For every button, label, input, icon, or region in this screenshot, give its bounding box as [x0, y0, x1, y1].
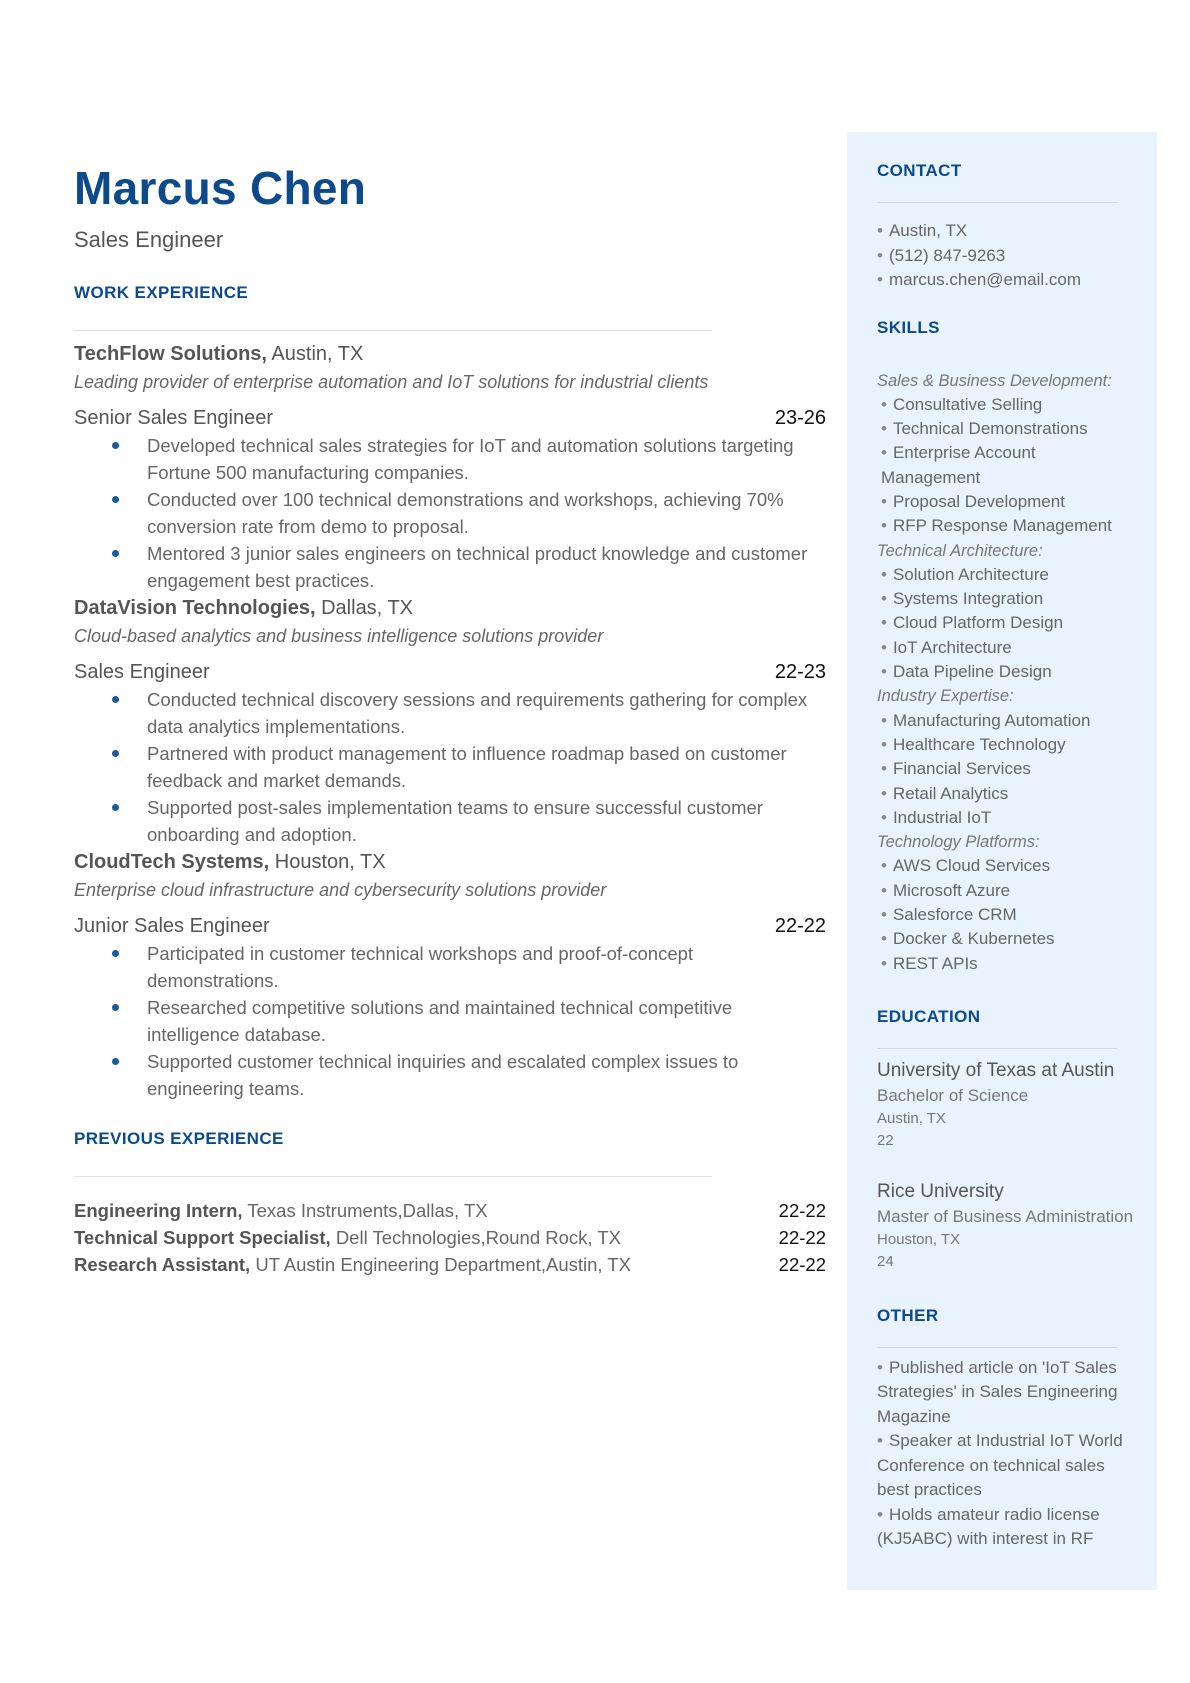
contact-location [877, 219, 1135, 244]
contact-heading: CONTACT [877, 161, 962, 180]
company-description: Enterprise cloud infrastructure and cybersecurity solutions provider [74, 880, 607, 900]
main-column [74, 160, 826, 1278]
contact-phone-text: (512) 847-9263 [888, 245, 1006, 265]
achievement-item [74, 794, 826, 848]
previous-org: Dell Technologies,Round Rock, TX [335, 1227, 622, 1248]
bullet-icon: • [877, 1504, 883, 1524]
bullet-icon: • [881, 759, 887, 779]
previous-dates: 22-22 [778, 1254, 826, 1275]
education-location: Austin, TX [877, 1109, 946, 1127]
contact-email [877, 268, 1135, 293]
achievement-item [74, 940, 826, 994]
contact-divider [877, 202, 1117, 203]
skill-item [877, 806, 1135, 830]
job-list [74, 340, 826, 1102]
bullet-icon: • [881, 880, 887, 900]
achievement-text: Supported post-sales implementation teams to ensure successful customer onboarding and adoption. [147, 797, 763, 845]
bullet-icon: • [881, 443, 887, 463]
skill-item [877, 660, 1135, 684]
education-school: Rice University [877, 1180, 1004, 1202]
skill-text: Healthcare Technology [892, 734, 1066, 754]
skill-item [877, 441, 1135, 490]
skill-item [877, 611, 1135, 635]
bullet-icon [112, 1058, 119, 1065]
achievement-list [74, 432, 826, 594]
achievement-item [74, 994, 826, 1048]
skill-item [877, 782, 1135, 806]
other-item [877, 1503, 1135, 1552]
role-row [74, 912, 826, 940]
education-year: 24 [877, 1252, 894, 1270]
company-name: DataVision Technologies, [74, 597, 316, 619]
skill-category: Technology Platforms: [877, 833, 1040, 852]
skill-item [877, 709, 1135, 733]
skill-category: Technical Architecture: [877, 541, 1043, 560]
skill-text: AWS Cloud Services [892, 856, 1051, 876]
skill-item [877, 417, 1135, 441]
previous-experience-list [74, 1197, 826, 1278]
bullet-icon [112, 696, 119, 703]
achievement-text: Participated in customer technical workshops and proof-of-concept demonstrations. [147, 943, 694, 991]
previous-experience-item [74, 1251, 826, 1278]
achievement-item [74, 540, 826, 594]
company-name: TechFlow Solutions, [74, 343, 267, 365]
other-divider [877, 1347, 1117, 1348]
skill-item [877, 490, 1135, 514]
company-location: Dallas, TX [321, 597, 413, 619]
skills-heading: SKILLS [877, 317, 940, 337]
skill-category: Industry Expertise: [877, 687, 1014, 706]
skill-text: REST APIs [892, 953, 978, 973]
skill-text: Salesforce CRM [892, 905, 1017, 925]
previous-org: UT Austin Engineering Department,Austin, TX [255, 1254, 632, 1275]
role-row [74, 658, 826, 686]
achievement-item [74, 432, 826, 486]
bullet-icon: • [881, 637, 887, 657]
other-text: Holds amateur radio license (KJ5ABC) with interest in RF [877, 1504, 1100, 1549]
skill-text: Microsoft Azure [892, 880, 1011, 900]
role-title: Senior Sales Engineer [74, 407, 274, 429]
bullet-icon: • [877, 1357, 883, 1377]
bullet-icon [112, 442, 119, 449]
sidebar-content [877, 160, 1135, 1552]
achievement-text: Partnered with product management to influence roadmap based on customer feedback and market demands. [147, 743, 787, 791]
bullet-icon [112, 950, 119, 957]
achievement-item [74, 740, 826, 794]
bullet-icon: • [881, 613, 887, 633]
company-location: Houston, TX [274, 851, 386, 873]
achievement-list [74, 940, 826, 1102]
skills-list [877, 369, 1135, 976]
bullet-icon: • [881, 419, 887, 439]
achievement-text: Researched competitive solutions and maintained technical competitive intelligence database. [147, 997, 733, 1045]
bullet-icon: • [877, 221, 883, 240]
skill-text: Retail Analytics [892, 783, 1009, 803]
education-entry [877, 1057, 1135, 1152]
skill-item [877, 733, 1135, 757]
skill-text: Systems Integration [892, 589, 1044, 609]
bullet-icon: • [881, 710, 887, 730]
skill-item [877, 587, 1135, 611]
contact-email-text: marcus.chen@email.com [888, 270, 1081, 289]
other-list [877, 1356, 1135, 1552]
bullet-icon: • [877, 270, 883, 289]
skill-text: RFP Response Management [892, 516, 1112, 536]
previous-role: Technical Support Specialist, [74, 1227, 331, 1248]
job-entry [74, 848, 826, 1102]
role-row [74, 404, 826, 432]
bullet-icon: • [881, 734, 887, 754]
skill-item [877, 927, 1135, 951]
achievement-text: Conducted technical discovery sessions and requirements gathering for complex data analytics implementations. [147, 689, 808, 737]
skill-text: Docker & Kubernetes [892, 929, 1055, 949]
bullet-icon: • [881, 394, 887, 414]
achievement-list [74, 686, 826, 848]
skill-text: Industrial IoT [892, 807, 992, 827]
other-item [877, 1356, 1135, 1430]
skill-item [877, 903, 1135, 927]
skill-item [877, 393, 1135, 417]
bullet-icon [112, 1004, 119, 1011]
achievement-text: Developed technical sales strategies for IoT and automation solutions targeting Fortune 500 manufacturing companies. [147, 435, 794, 483]
achievement-item [74, 1048, 826, 1102]
company-description: Cloud-based analytics and business intelligence solutions provider [74, 626, 604, 646]
role-dates: 22-22 [774, 915, 826, 937]
role-dates: 23-26 [774, 407, 826, 429]
education-year: 22 [877, 1131, 894, 1149]
contact-location-text: Austin, TX [888, 221, 968, 240]
bullet-icon: • [881, 491, 887, 511]
achievement-item [74, 486, 826, 540]
bullet-icon [112, 804, 119, 811]
achievement-text: Supported customer technical inquiries and escalated complex issues to engineering teams. [147, 1051, 739, 1099]
company-description: Leading provider of enterprise automation and IoT solutions for industrial clients [74, 372, 709, 392]
skill-text: Technical Demonstrations [892, 419, 1088, 439]
other-heading: OTHER [877, 1305, 939, 1325]
company-line [74, 848, 826, 876]
skill-item [877, 636, 1135, 660]
company-line [74, 340, 826, 368]
skill-text: IoT Architecture [892, 637, 1012, 657]
role-title: Sales Engineer [74, 661, 210, 683]
education-degree: Master of Business Administration [877, 1206, 1134, 1226]
bullet-icon: • [881, 929, 887, 949]
education-divider [877, 1048, 1117, 1049]
candidate-name: Marcus Chen [74, 162, 367, 214]
previous-dates: 22-22 [778, 1227, 826, 1248]
previous-experience-item [74, 1197, 826, 1224]
skill-text: Consultative Selling [892, 394, 1043, 414]
other-item [877, 1429, 1135, 1503]
bullet-icon: • [881, 564, 887, 584]
other-text: Speaker at Industrial IoT World Conference on technical sales best practices [877, 1431, 1123, 1500]
other-text: Published article on 'IoT Sales Strategies' in Sales Engineering Magazine [877, 1357, 1118, 1426]
skill-text: Enterprise Account Management [881, 443, 1036, 487]
bullet-icon: • [881, 589, 887, 609]
previous-divider [74, 1176, 712, 1177]
previous-experience-item [74, 1224, 826, 1251]
previous-org: Texas Instruments,Dallas, TX [247, 1200, 488, 1221]
bullet-icon: • [881, 662, 887, 682]
company-name: CloudTech Systems, [74, 851, 270, 873]
work-experience-heading: WORK EXPERIENCE [74, 283, 249, 302]
company-location: Austin, TX [271, 343, 364, 365]
work-divider [74, 330, 712, 331]
education-degree: Bachelor of Science [877, 1085, 1029, 1105]
bullet-icon: • [881, 807, 887, 827]
bullet-icon: • [877, 245, 883, 265]
bullet-icon [112, 750, 119, 757]
bullet-icon: • [881, 905, 887, 925]
previous-experience-heading: PREVIOUS EXPERIENCE [74, 1129, 284, 1148]
bullet-icon: • [881, 783, 887, 803]
achievement-text: Conducted over 100 technical demonstrations and workshops, achieving 70% conversion rate from demo to proposal. [147, 489, 784, 537]
skill-text: Data Pipeline Design [892, 662, 1052, 682]
role-dates: 22-23 [774, 661, 826, 683]
skill-category: Sales & Business Development: [877, 371, 1112, 390]
bullet-icon: • [877, 1431, 883, 1451]
bullet-icon [112, 550, 119, 557]
skill-text: Financial Services [892, 759, 1031, 779]
achievement-item [74, 686, 826, 740]
education-school: University of Texas at Austin [877, 1059, 1115, 1081]
job-entry [74, 594, 826, 848]
job-entry [74, 340, 826, 594]
contact-list [877, 219, 1135, 293]
previous-role: Engineering Intern, [74, 1200, 243, 1221]
candidate-title: Sales Engineer [74, 227, 224, 252]
skill-item [877, 563, 1135, 587]
education-heading: EDUCATION [877, 1006, 981, 1026]
contact-phone [877, 244, 1135, 269]
sidebar [847, 132, 1157, 1590]
role-title: Junior Sales Engineer [74, 915, 270, 937]
bullet-icon: • [881, 953, 887, 973]
company-line [74, 594, 826, 622]
achievement-text: Mentored 3 junior sales engineers on technical product knowledge and customer engagement best practices. [147, 543, 808, 591]
skill-item [877, 952, 1135, 976]
skill-text: Proposal Development [892, 491, 1065, 511]
skill-text: Cloud Platform Design [892, 613, 1064, 633]
previous-role: Research Assistant, [74, 1254, 251, 1275]
skill-item [877, 757, 1135, 781]
skill-item [877, 514, 1135, 538]
bullet-icon: • [881, 856, 887, 876]
skill-item [877, 879, 1135, 903]
bullet-icon [112, 496, 119, 503]
education-location: Houston, TX [877, 1230, 961, 1248]
skill-text: Solution Architecture [892, 564, 1049, 584]
skill-text: Manufacturing Automation [892, 710, 1091, 730]
education-entry [877, 1178, 1135, 1273]
bullet-icon: • [881, 516, 887, 536]
skill-item [877, 854, 1135, 878]
previous-dates: 22-22 [778, 1200, 826, 1221]
